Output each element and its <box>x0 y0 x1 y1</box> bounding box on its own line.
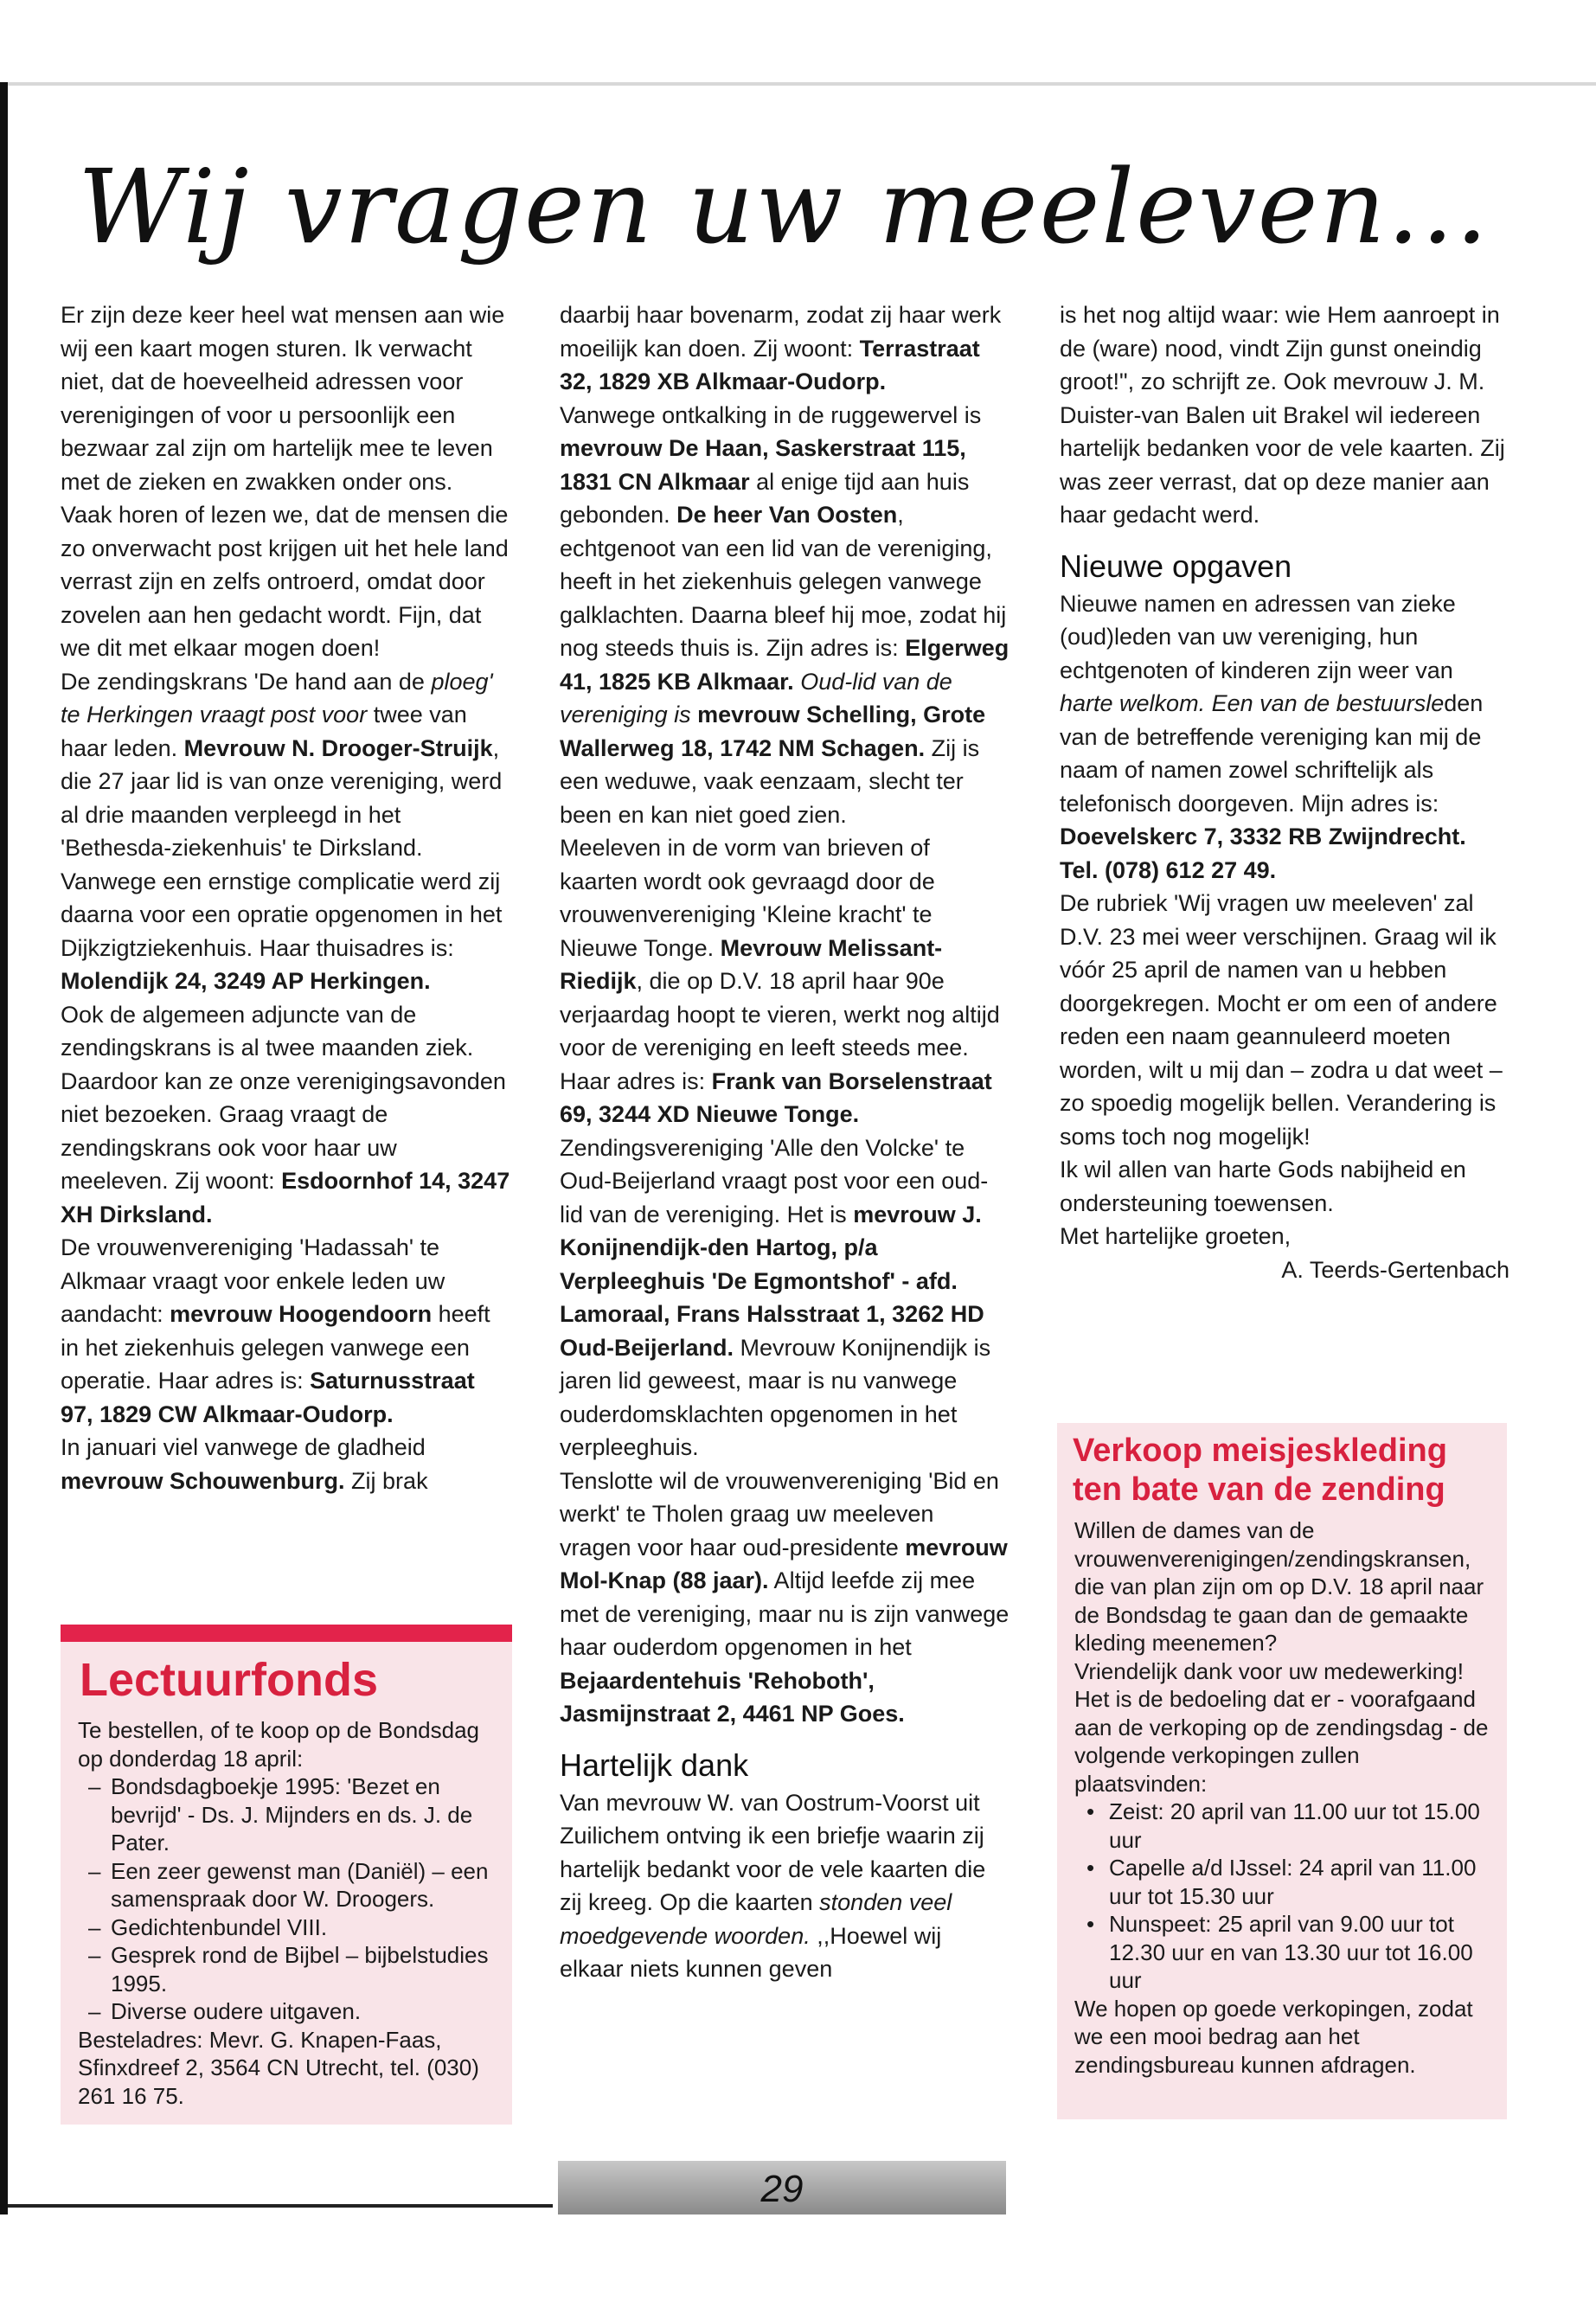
verkoop-box <box>1057 1423 1507 2119</box>
scan-edge-bottom <box>8 2204 553 2208</box>
column-2 <box>560 298 1010 1986</box>
list-item: • Nunspeet: 25 april van 9.00 uur tot 12.30 uur en van 13.30 uur tot 16.00 uur <box>1074 1910 1490 1995</box>
section-heading-nieuwe-opgaven: Nieuwe opgaven <box>1060 548 1292 584</box>
page-number: 29 <box>760 2168 804 2210</box>
paragraph: Er zijn deze keer heel wat mensen aan wie wij een kaart mogen sturen. Ik verwacht niet, dat de hoeveelheid adressen voor verenigingen of voor u persoonlijk een bezwaar zal zijn om hartelijk mee te leven met de zieken en zwakken onder ons. Vaak horen of lezen we, dat de mensen die zo onverwacht post krijgen uit het hele land verrast zijn en zelfs ontroerd, omdat door zovelen aan hen gedacht wordt. Fijn, dat we dit met elkaar mogen doen! <box>61 302 509 661</box>
paragraph: Vanwege ontkalking in de ruggewervel is mevrouw De Haan, Saskerstraat 115, 1831 CN Alkmaar al enige tijd aan huis gebonden. De heer Van Oosten, echtgenoot van een lid van de vereniging, heeft in het ziekenhuis gelegen vanwege galklachten. Daarna bleef hij moe, zodat hij nog steeds thuis is. Zijn adres is: Elgerweg 41, 1825 KB Alkmaar. Oud-lid van de vereniging is mevrouw Schelling, Grote Wallerweg 18, 1742 NM Schagen. Zij is een weduwe, vaak eenzaam, slecht ter been en kan niet goed zien. <box>560 401 1010 828</box>
paragraph: De rubriek 'Wij vragen uw meeleven' zal D.V. 23 mei weer verschijnen. Graag wil ik vóór 25 april de namen van u hebben doorgekregen. Mocht er om een of andere reden een naam geannuleerd moeten worden, wilt u mij dan – zodra u dat weet – zo spoedig mogelijk bellen. Verandering is soms toch nog mogelijk! <box>1060 890 1503 1150</box>
list-item: – Diverse oudere uitgaven. <box>78 1997 495 2026</box>
paragraph: Meeleven in de vorm van brieven of kaarten wordt ook gevraagd door de vrouwenvereniging 'Kleine kracht' te Nieuwe Tonge. Mevrouw Melissant-Riedijk, die op D.V. 18 april haar 90e verjaardag hoopt te vieren, werkt nog altijd voor de vereniging en leeft steeds mee. Haar adres is: Frank van Borselenstraat 69, 3244 XD Nieuwe Tonge. <box>560 835 1000 1127</box>
paragraph: De zendingskrans 'De hand aan de ploeg' te Herkingen vraagt post voor twee van haar leden. Mevrouw N. Drooger-Struijk, die 27 jaar lid is van onze vereniging, werd al drie maanden verpleegd in het 'Bethesda-ziekenhuis' te Dirksland. Vanwege een ernstige complicatie werd zij daarna voor een opratie opgenomen in het Dijkzigtziekenhuis. Haar thuisadres is: Molendijk 24, 3249 AP Herkingen. <box>61 668 503 994</box>
list-item: • Capelle a/d IJssel: 24 april van 11.00 uur tot 15.30 uur <box>1074 1854 1490 1910</box>
paragraph: is het nog altijd waar: wie Hem aanroept in de (ware) nood, vindt Zijn gunst oneindig groot!", zo schrijft ze. Ook mevrouw J. M. Duister-van Balen uit Brakel wil iedereen hartelijk bedanken voor de vele kaarten. Zij was zeer verrast, dat op deze manier aan haar gedacht werd. <box>1060 302 1505 528</box>
paragraph: Ik wil allen van harte Gods nabijheid en ondersteuning toewensen. <box>1060 1157 1466 1216</box>
paragraph: Het is de bedoeling dat er - voorafgaand aan de verkoping op de zendingsdag - de volgende verkopingen zullen plaatsvinden: <box>1074 1686 1489 1797</box>
paragraph: Ook de algemeen adjuncte van de zendingskrans is al twee maanden ziek. Daardoor kan ze onze verenigingsavonden niet bezoeken. Graag vraagt de zendingskrans ook voor haar uw meeleven. Zij woont: Esdoornhof 14, 3247 XH Dirksland. <box>61 1001 510 1227</box>
verkoop-list <box>1074 1798 1490 1995</box>
lectuurfonds-box <box>61 1625 512 2125</box>
list-item: – Een zeer gewenst man (Daniël) – een samenspraak door W. Droogers. <box>78 1857 495 1913</box>
scan-edge-top <box>8 82 1596 86</box>
lectuurfonds-footer: Besteladres: Mevr. G. Knapen-Faas, Sfinxdreef 2, 3564 CN Utrecht, tel. (030) 261 16 75. <box>78 2026 479 2109</box>
lectuurfonds-intro: Te bestellen, of te koop op de Bondsdag op donderdag 18 april: <box>78 1717 480 1772</box>
section-heading-hartelijk-dank: Hartelijk dank <box>560 1747 749 1783</box>
signature: A. Teerds-Gertenbach <box>1281 1256 1509 1283</box>
paragraph: We hopen op goede verkopingen, zodat we een mooi bedrag aan het zendingsbureau kunnen afdragen. <box>1074 1995 1473 2078</box>
page-title: Wij vragen uw meeleven... <box>78 147 1490 266</box>
verkoop-text <box>1057 1516 1507 2079</box>
verkoop-title: Verkoop meisjeskleding ten bate van de zending <box>1073 1433 1447 1508</box>
paragraph: Vriendelijk dank voor uw medewerking! <box>1074 1657 1464 1684</box>
paragraph: Nieuwe namen en adressen van zieke (oud)leden van uw vereniging, hun echtgenoten of kinderen zijn weer van harte welkom. Een van de bestuursleden van de betreffende vereniging kan mij de naam of namen zowel schriftelijk als telefonisch doorgeven. Mijn adres is: Doevelskerc 7, 3332 RB Zwijndrecht. Tel. (078) 612 27 49. <box>1060 590 1484 883</box>
scan-edge-left <box>0 82 8 2214</box>
column-1 <box>61 298 510 1497</box>
list-item: – Bondsdagboekje 1995: 'Bezet en bevrijd' - Ds. J. Mijnders en ds. J. de Pater. <box>78 1772 495 1857</box>
lectuurfonds-text <box>61 1716 512 2110</box>
list-item: • Zeist: 20 april van 11.00 uur tot 15.00 uur <box>1074 1798 1490 1854</box>
accent-bar <box>61 1625 512 1642</box>
paragraph: daarbij haar bovenarm, zodat zij haar werk moeilijk kan doen. Zij woont: Terrastraat 32, 1829 XB Alkmaar-Oudorp. <box>560 302 1002 394</box>
paragraph: Willen de dames van de vrouwenverenigingen/zendingskransen, die van plan zijn om op D.V. 18 april naar de Bondsdag te gaan dan de gemaakte kleding meenemen? <box>1074 1517 1484 1656</box>
lectuurfonds-title: Lectuurfonds <box>80 1654 378 1706</box>
lectuurfonds-list <box>78 1772 495 2026</box>
column-3 <box>1060 298 1509 1286</box>
paragraph: Zendingsvereniging 'Alle den Volcke' te Oud-Beijerland vraagt post voor een oud-lid van de vereniging. Het is mevrouw J. Konijnendijk-den Hartog, p/a Verpleeghuis 'De Egmontshof' - afd. Lamoraal, Frans Halsstraat 1, 3262 HD Oud-Beijerland. Mevrouw Konijnendijk is jaren lid geweest, maar is nu vanwege ouderdomsklachten opgenomen in het verpleeghuis. <box>560 1134 991 1460</box>
paragraph: In januari viel vanwege de gladheid mevrouw Schouwenburg. Zij brak <box>61 1434 428 1494</box>
list-item: – Gesprek rond de Bijbel – bijbelstudies 1995. <box>78 1941 495 1997</box>
paragraph: Tenslotte wil de vrouwenvereniging 'Bid en werkt' te Tholen graag uw meeleven vragen voor haar oud-presidente mevrouw Mol-Knap (88 jaar). Altijd leefde zij mee met de vereniging, maar nu is zijn vanwege haar ouderdom opgenomen in het Bejaardentehuis 'Rehoboth', Jasmijnstraat 2, 4461 NP Goes. <box>560 1467 1010 1727</box>
list-item: – Gedichtenbundel VIII. <box>78 1913 495 1942</box>
paragraph: De vrouwenvereniging 'Hadassah' te Alkmaar vraagt voor enkele leden uw aandacht: mevrouw Hoogendoorn heeft in het ziekenhuis gelegen vanwege een operatie. Haar adres is: Saturnusstraat 97, 1829 CW Alkmaar-Oudorp. <box>61 1234 490 1427</box>
paragraph: Van mevrouw W. van Oostrum-Voorst uit Zuilichem ontving ik een briefje waarin zij hartelijk bedankt voor de vele kaarten die zij kreeg. Op die kaarten stonden veel moedgevende woorden. ,,Hoewel wij elkaar niets kunnen geven <box>560 1789 986 1982</box>
paragraph: Met hartelijke groeten, <box>1060 1223 1292 1249</box>
